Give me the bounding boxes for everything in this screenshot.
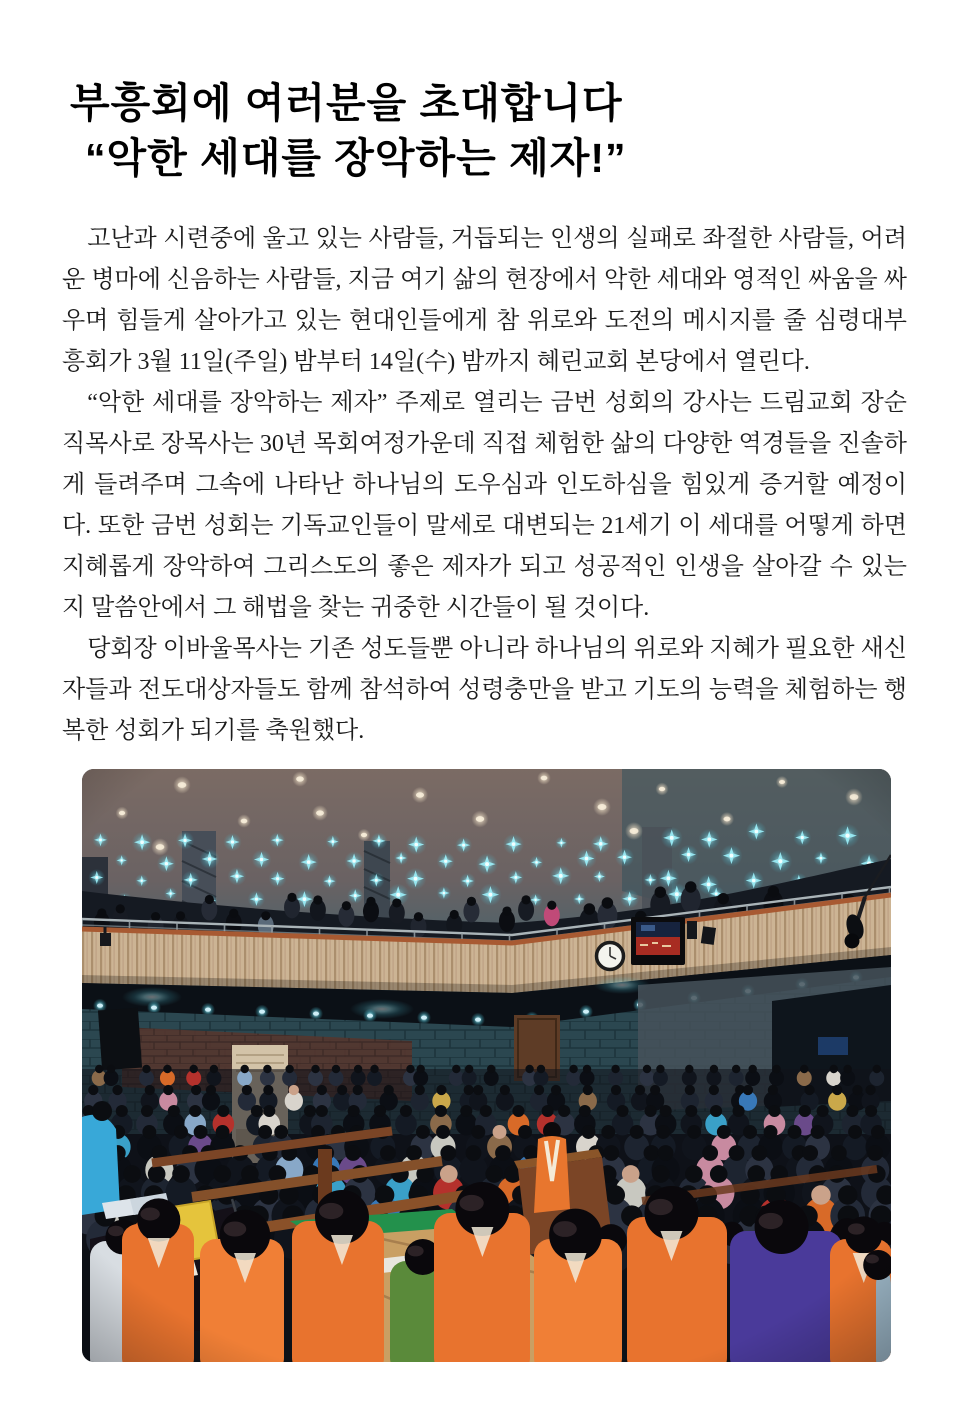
photo-vignette [82,769,891,1362]
page-title-line-2: “악한 세대를 장악하는 제자!” [85,135,627,181]
article-paragraph-2: “악한 세대를 장악하는 제자” 주제로 열리는 금번 성회의 강사는 드림교회 장순직목사로 장목사는 30년 목회여정가운데 직접 체험한 삶의 다양한 역경들을 진솔하게 들려주며 그속에 나타난 하나님의 도우심과 인도하심을 힘있게 증거할 예정이다. 또한 금번 성회는 기독교인들이 말세로 대변되는 21세기 이 세대를 어떻게 하면 지혜롭게 장악하여 그리스도의 좋은 제자가 되고 성공적인 인생을 살아갈 수 있는지 말씀안에서 그 해법을 찾는 귀중한 시간들이 될 것이다. [62,390,907,621]
article-body [62,219,907,752]
article-paragraph-1: 고난과 시련중에 울고 있는 사람들, 거듭되는 인생의 실패로 좌절한 사람들, 어려운 병마에 신음하는 사람들, 지금 여기 삶의 현장에서 악한 세대와 영적인 싸움을 싸우며 힘들게 살아가고 있는 현대인들에게 참 위로와 도전의 메시지를 줄 심령대부흥회가 3월 11일(주일) 밤부터 14일(수) 밤까지 혜린교회 본당에서 열린다. [62,226,907,375]
page-title-line-1: 부흥회에 여러분을 초대합니다 [70,80,623,126]
page-title [70,76,627,186]
article-paragraph-3: 당회장 이바울목사는 기존 성도들뿐 아니라 하나님의 위로와 지혜가 필요한 새신자들과 전도대상자들도 함께 참석하여 성령충만을 받고 기도의 능력을 체험하는 행복한 성회가 되기를 축원했다. [62,636,907,744]
congregation-photo [82,769,891,1362]
congregation-photo-illustration [82,769,891,1362]
